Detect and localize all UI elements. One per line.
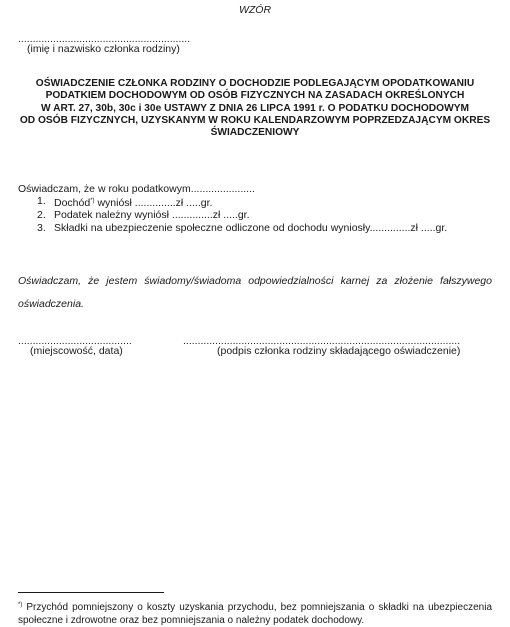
list-item — [37, 209, 447, 221]
list-item — [37, 195, 447, 209]
item-number: 3. — [37, 221, 46, 234]
title-line: ŚWIADCZENIOWY — [210, 127, 300, 139]
item-number: 2. — [37, 209, 46, 222]
item-number: 1. — [37, 195, 46, 207]
footnote-reference: *) — [90, 198, 95, 204]
form-template-label: WZÓR — [238, 4, 272, 16]
criminal-liability-statement: Oświadczam, że jestem świadomy/świadoma odpowiedzialności karnej za złożenie fałszywego oświadczenia. — [18, 275, 492, 310]
footnote-marker: *) — [18, 602, 23, 608]
member-name-dotted-line: ........................................................... — [18, 33, 191, 45]
member-name-caption: (imię i nazwisko członka rodziny) — [27, 43, 180, 55]
footnote-text: Przychód pomniejszony o koszty uzyskania przychodu, bez pomniejszania o składki na ubezpieczenia społeczne i zdrowotne oraz bez pomniejszania o należny podatek dochodowy. — [18, 602, 492, 626]
signature-caption: (podpis członka rodziny składającego oświadczenie) — [217, 345, 461, 357]
item-text: Składki na ubezpieczenie społeczne odliczone od dochodu wyniosły..............zł .....gr. — [54, 221, 448, 234]
signature-dotted-line: ............................................................................................... — [183, 335, 461, 347]
tax-year-declaration: Oświadczam, że w roku podatkowym...................... — [18, 183, 255, 195]
title-line: OD OSÓB FIZYCZNYCH, UZYSKANYM W ROKU KALENDARZOWYM POPRZEDZAJĄCYM OKRES — [19, 114, 491, 126]
footnote — [18, 599, 492, 627]
income-items-list — [37, 195, 447, 234]
place-date-dotted-line: ....................................... — [18, 335, 132, 347]
title-line: PODATKIEM DOCHODOWYM OD OSÓB FIZYCZNYCH NA ZASADACH OKREŚLONYCH — [45, 90, 465, 102]
list-item — [37, 222, 447, 234]
footnote-divider — [18, 592, 164, 593]
item-text: Podatek należny wyniósł ..............zł .....gr. — [54, 209, 250, 222]
document-title — [8, 78, 502, 139]
item-text: Dochód*) wyniósł ..............zł .....gr. — [54, 197, 213, 209]
place-date-caption: (miejscowość, data) — [30, 345, 123, 357]
title-line: OŚWIADCZENIE CZŁONKA RODZINY O DOCHODZIE PODLEGAJĄCYM OPODATKOWANIU — [35, 78, 475, 89]
title-line: W ART. 27, 30b, 30c i 30e USTAWY Z DNIA 26 LIPCA 1991 r. O PODATKU DOCHODOWYM — [41, 102, 469, 114]
